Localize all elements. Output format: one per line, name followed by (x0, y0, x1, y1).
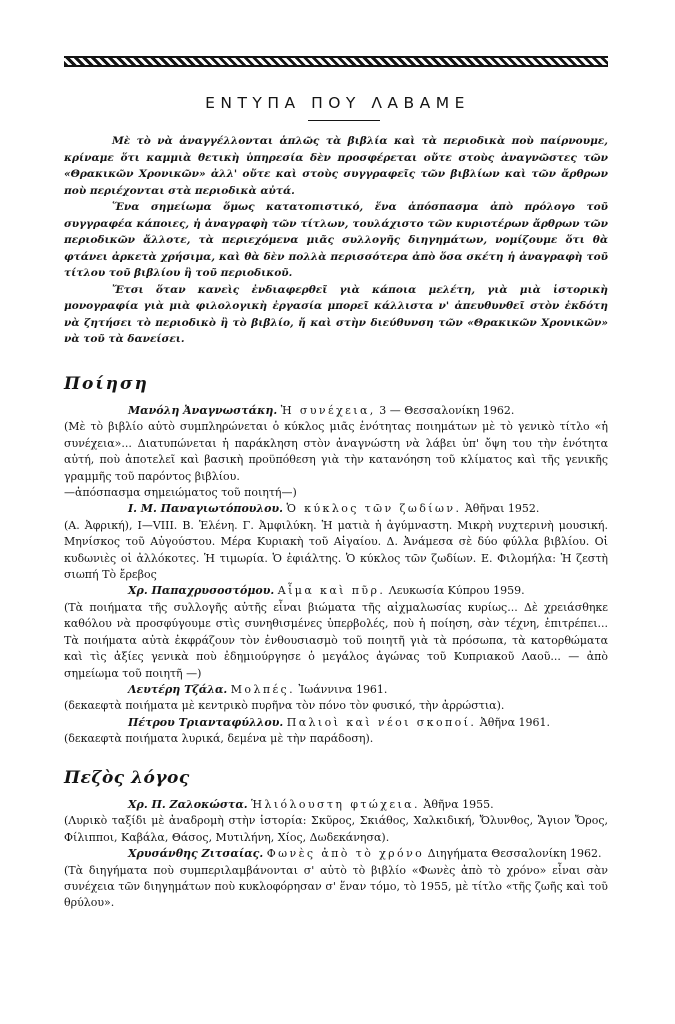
entry-publication: 3 — Θεσσαλονίκη 1962. (375, 404, 515, 417)
entry-author: Μανόλη Ἀναγνωστάκη. (128, 404, 278, 417)
entry-description: (δεκαεφτὰ ποιήματα λυρικά, δεμένα μὲ τὴν παράδοση). (64, 732, 374, 746)
entry-heading (64, 846, 608, 862)
intro-paragraph: Ἔτσι ὅταν κανεὶς ἐνδιαφερθεῖ γιὰ κάποια μελέτη, γιὰ μιὰ ἱστορικὴ μονογραφία γιὰ μιὰ φιλολογικὴ ἐργασία μπορεῖ κάλλιστα ν' ἀπευθυνθεῖ στὸν ἐκδότη νὰ ζητήσει τὸ περιοδικὸ ἢ τὸ βιβλίο, ἤ καὶ στὴν διεύθυνση τῶν «Θρακικῶν Χρονικῶν» νὰ τοῦ τὰ δανείσει. (64, 283, 608, 345)
section-heading-poetry: Ποίηση (64, 374, 149, 394)
entry-author: Πέτρου Τριανταφύλλου. (128, 715, 284, 729)
list-item (64, 501, 608, 583)
entry-publication: Διηγήματα Θεσσαλονίκη 1962. (424, 847, 602, 861)
entry-author: Χρυσάνθης Ζιτσαίας. (128, 847, 264, 861)
entry-title: Ἡλιόλουστη φτώχεια. (251, 798, 420, 811)
list-item (64, 583, 608, 681)
intro-paragraph: Μὲ τὸ νὰ ἀναγγέλλονται ἁπλῶς τὰ βιβλία καὶ τὰ περιοδικὰ ποὺ παίρνουμε, κρίναμε ὅτι καμμιὰ θετικὴ ὑπηρεσία δὲν προσφέρεται οὔτε στοὺς ἀναγνῶστες τῶν «Θρακικῶν Χρονικῶν» ἀλλ' οὔτε καὶ στοὺς συγγραφεῖς τῶν βιβλίων καὶ τῶν ἄρθρων ποὺ περιέχονται στὰ περιοδικὰ αὐτά. (64, 135, 608, 197)
entry-heading (64, 501, 608, 517)
entry-publication: Ἀθῆνα 1961. (476, 715, 551, 729)
list-item (64, 846, 608, 912)
entry-description: (Μὲ τὸ βιβλίο αὐτὸ συμπληρώνεται ὁ κύκλος μιᾶς ἑνότητας ποιημάτων μὲ τὸ γενικὸ τίτλο «ἡ συνέχεια»... Διατυπώνεται ἡ παράκληση στὸν ἀναγνώστη νὰ λάβει ὑπ' ὄψη του τὴν ἑνότητα αὐτή, ποὺ ἀποτελεῖ καὶ βασικὴ προϋπόθεση γιὰ τὴν κατανόηση τοῦ κλίματος καὶ τῆς γενικῆς γραμμῆς τοῦ παρόντος βιβλίου. —ἀπόσπασμα σημειώματος τοῦ ποιητή—) (64, 420, 608, 500)
entry-author: Ι. Μ. Παναγιωτόπουλου. (128, 502, 283, 516)
entry-description: (Τὰ ποιήματα τῆς συλλογῆς αὐτῆς εἶναι βιώματα τῆς αἰχμαλωσίας κυρίως... Δὲ χρειάσθηκε καθόλου νὰ προσφύγουμε στὶς συνηθισμένες ὑπερβολές, ποὺ ἡ ποίηση, σὰν τέχνη, ἐπιτρέπει... Τὰ ποιήματα αὐτὰ ἐκφράζουν τὸν ἐνθουσιασμὸ τοῦ ποιητῆ γιὰ τὰ πρόσωπα, τὰ κατορθώματα καὶ τὶς ἀξίες γενικὰ ποὺ ἐδημιούργησε ὁ μεγάλος ἀγώνας τοῦ Κυπριακοῦ Λαοῦ... — ἀπὸ σημείωμα τοῦ ποιητῆ —) (64, 600, 608, 680)
entry-publication: Ἀθῆναι 1952. (461, 502, 540, 516)
list-item (64, 797, 608, 846)
entry-description: (Λυρικὸ ταξίδι μὲ ἀναδρομὴ στὴν ἱστορία: Σκῦρος, Σκιάθος, Χαλκιδική, Ὄλυνθος, Ἅγιον Ὄρος, Φίλιπποι, Καβάλα, Θάσος, Μυτιλήνη, Χίος, Δωδεκάνησα). (64, 814, 608, 844)
section-heading-prose: Πεζὸς λόγος (64, 768, 190, 788)
entry-heading (64, 682, 608, 698)
entry-publication: Ἰωάννινα 1961. (295, 682, 388, 696)
entry-publication: Ἀθῆνα 1955. (419, 798, 494, 811)
entry-heading (64, 583, 608, 599)
entry-title: Παλιοὶ καὶ νέοι σκοποί. (286, 715, 477, 729)
entry-title: Ὁ κύκλος τῶν ζωδίων. (286, 502, 462, 516)
list-item (64, 403, 608, 501)
entry-description: (Α. Ἀφρική), I—VIII. Β. Ἑλένη. Γ. Ἀμφιλύκη. Ἡ ματιὰ ἡ ἀγύμναστη. Μικρὴ νυχτερινὴ μουσική. Μηνίσκος τοῦ Αὐγούστου. Μέρα Κυριακὴ τοῦ Αἰγαίου. Δ. Ἀνάμεσα σὲ δύο φύλλα βιβλίου. Οἱ κυδωνιὲς οἱ ἀλλόκοτες. Ἡ τιμωρία. Ὁ ἐφιάλτης. Ὁ κύκλος τῶν ζωδίων. Ε. Φιλομήλα: Ἡ ζεστὴ σιωπή Τὸ ἔρεβος (64, 518, 608, 582)
entry-description: (Τὰ διηγήματα ποὺ συμπεριλαμβάνονται σ' αὐτὸ τὸ βιβλίο «Φωνὲς ἀπὸ τὸ χρόνο» εἶναι σὰν συνέχεια τῶν διηγημάτων ποὺ κυκλοφόρησαν σ' ἕναν τόμο, τὸ 1955, μὲ τίτλο «τῆς ζωῆς καὶ τοῦ θρύλου». (64, 863, 608, 910)
entry-author: Χρ. Παπαχρυσοστόμου. (128, 584, 275, 598)
entry-heading (64, 797, 608, 813)
list-item (64, 682, 608, 715)
entry-publication: Λευκωσία Κύπρου 1959. (385, 584, 525, 598)
entry-author: Λευτέρη Τζάλα. (128, 682, 228, 696)
decorative-border (64, 56, 608, 67)
intro-paragraph: Ἕνα σημείωμα ὅμως κατατοπιστικό, ἕνα ἀπόσπασμα ἀπὸ πρόλογο τοῦ συγγραφέα κάποιες, ἡ ἀναγραφὴ τῶν τίτλων, τουλάχιστο τῶν κυριοτέρων ἄρθρων τῶν περιοδικῶν ἄλλοτε, τὰ περιεχόμενα μιᾶς συλλογῆς διηγημάτων, νομίζουμε ὅτι θὰ φτάνει ἀρκετὰ χρήσιμα, καὶ θὰ δὲν πολλὰ περισσότερα ἀπὸ ὅσα σκέτη ἡ ἀναγραφὴ τοῦ τίτλου τοῦ βιβλίου ἢ τοῦ περιοδικοῦ. (64, 201, 608, 279)
entry-title: Φωνὲς ἀπὸ τὸ χρόνο (266, 847, 425, 861)
prose-list (64, 797, 608, 912)
title-underline (308, 120, 380, 121)
intro-block (64, 133, 608, 348)
page-title: ΕΝΤΥΠΑ ΠΟΥ ΛΑΒΑΜΕ (205, 94, 470, 112)
entry-description: (δεκαεφτὰ ποιήματα μὲ κεντρικὸ πυρῆνα τὸν πόνο τὸν φυσικό, τὴν ἀρρώστια). (64, 699, 505, 713)
entry-heading (64, 715, 608, 731)
entry-author: Χρ. Π. Ζαλοκώστα. (128, 798, 248, 811)
poetry-list (64, 403, 608, 748)
entry-title: Αἷμα καὶ πῦρ. (277, 584, 386, 598)
entry-title: Ἡ συνέχεια, (280, 404, 376, 417)
entry-heading (64, 403, 608, 419)
entry-title: Μολπές. (230, 682, 296, 696)
list-item (64, 715, 608, 748)
